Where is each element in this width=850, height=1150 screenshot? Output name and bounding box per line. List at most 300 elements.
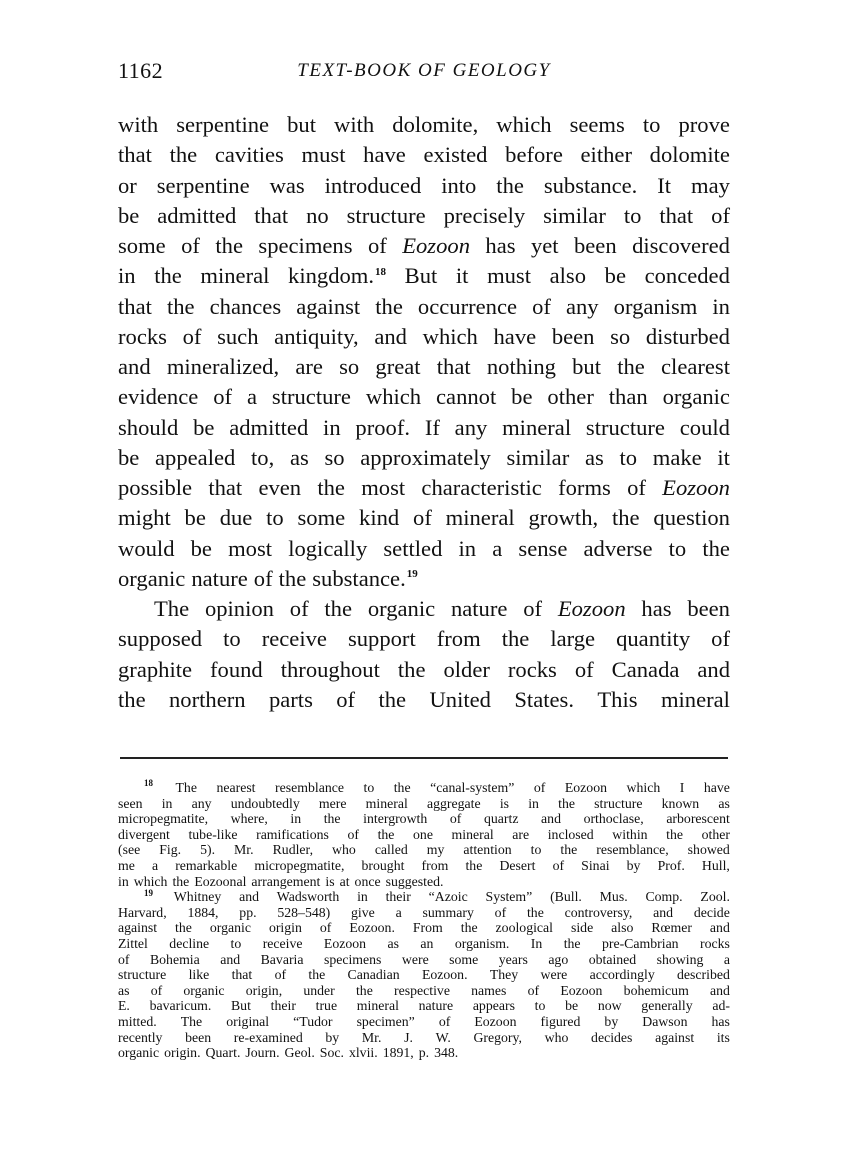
word: like bbox=[188, 967, 210, 983]
word: admitted bbox=[229, 414, 309, 440]
word: It bbox=[657, 172, 672, 198]
word: 528–548) bbox=[277, 904, 331, 920]
word: organism bbox=[613, 293, 698, 319]
body-line bbox=[118, 655, 730, 685]
word: and bbox=[541, 811, 561, 827]
word: antiquity, bbox=[274, 323, 359, 349]
word: of bbox=[627, 475, 646, 500]
word: origin. bbox=[164, 1045, 201, 1061]
word: controversy, bbox=[564, 904, 633, 920]
word: nature bbox=[450, 596, 508, 621]
word: has bbox=[485, 233, 516, 258]
word: “Azoic bbox=[428, 889, 468, 905]
word: cannot bbox=[436, 384, 497, 410]
word: intergrowth bbox=[363, 811, 428, 827]
word: possible bbox=[118, 475, 193, 500]
word: and bbox=[220, 951, 241, 967]
word: Hull, bbox=[701, 857, 730, 873]
word: of bbox=[449, 811, 462, 827]
word: to bbox=[534, 998, 546, 1014]
word: years bbox=[498, 951, 528, 967]
word: nature bbox=[191, 565, 248, 591]
word: arrangement bbox=[251, 873, 321, 889]
word: undoubtedly bbox=[230, 795, 300, 811]
word: aggregate bbox=[427, 795, 481, 811]
word: substance. bbox=[543, 172, 638, 198]
word: my bbox=[426, 842, 445, 858]
word: structure bbox=[346, 202, 426, 228]
word: mineral bbox=[200, 263, 270, 289]
word: which bbox=[626, 780, 661, 795]
word: older bbox=[443, 656, 490, 682]
word: be bbox=[604, 263, 626, 289]
word: Rœmer bbox=[651, 920, 692, 936]
word: in bbox=[161, 795, 173, 811]
word: dolomite bbox=[649, 142, 730, 168]
word: of bbox=[711, 626, 730, 652]
word: of bbox=[336, 686, 356, 712]
word: p. bbox=[418, 1045, 430, 1061]
body-line bbox=[118, 231, 730, 261]
word: arborescent bbox=[666, 811, 730, 827]
body-line bbox=[118, 473, 730, 503]
word: Canadian bbox=[347, 967, 400, 983]
word: also bbox=[549, 263, 587, 289]
word: rocks bbox=[507, 656, 557, 682]
word: most bbox=[228, 535, 273, 561]
word: organic bbox=[183, 982, 225, 998]
word: Zool. bbox=[700, 889, 730, 905]
word: any bbox=[454, 414, 488, 440]
footnote-line bbox=[118, 920, 730, 936]
word: of bbox=[523, 596, 543, 621]
word: approximately bbox=[360, 444, 491, 470]
word: to bbox=[230, 935, 242, 951]
word: Rudler, bbox=[272, 842, 314, 858]
word: so bbox=[324, 444, 345, 470]
body-line bbox=[118, 201, 730, 231]
word: which bbox=[365, 384, 422, 410]
word: Geol. bbox=[284, 1045, 315, 1061]
word: the bbox=[377, 826, 395, 842]
body-line bbox=[118, 594, 730, 624]
word: known bbox=[661, 795, 700, 811]
word: of bbox=[367, 233, 387, 258]
word: even bbox=[258, 475, 302, 500]
word: the bbox=[215, 233, 243, 258]
word: brought bbox=[361, 857, 405, 873]
word: either bbox=[580, 142, 632, 168]
word: mineral bbox=[356, 998, 399, 1014]
word: 1891, bbox=[382, 1045, 414, 1061]
word: in bbox=[528, 795, 539, 811]
word: States. bbox=[514, 686, 574, 712]
word: of bbox=[711, 202, 730, 228]
word: some bbox=[297, 505, 346, 531]
word: generally bbox=[641, 998, 693, 1014]
word: under bbox=[303, 982, 335, 998]
word: mineral bbox=[502, 414, 572, 440]
word: existed bbox=[423, 142, 488, 168]
word: than bbox=[608, 384, 648, 410]
word: nature bbox=[418, 998, 454, 1014]
word: discovered bbox=[632, 233, 730, 258]
book-page bbox=[118, 58, 730, 1061]
word: remarkable bbox=[175, 857, 238, 873]
word: that bbox=[118, 142, 152, 168]
word: figured bbox=[540, 1013, 581, 1029]
word: growth, bbox=[528, 505, 599, 531]
word: organic bbox=[209, 920, 251, 936]
word: was bbox=[269, 172, 305, 198]
word: other bbox=[547, 384, 594, 410]
word: a bbox=[395, 904, 402, 920]
word: Zittel bbox=[118, 935, 148, 951]
word: who bbox=[332, 842, 356, 858]
word: In bbox=[530, 935, 543, 951]
word: attention bbox=[463, 842, 512, 858]
word: be bbox=[565, 998, 579, 1014]
word: and bbox=[709, 920, 730, 936]
word: or bbox=[118, 172, 137, 198]
word: and bbox=[653, 904, 674, 920]
word: that bbox=[118, 293, 152, 319]
word: dolomite, bbox=[392, 112, 479, 137]
word: found bbox=[210, 656, 263, 682]
word: showed bbox=[687, 842, 730, 858]
word: the bbox=[172, 873, 190, 889]
word: have bbox=[363, 142, 406, 168]
word: the bbox=[118, 686, 146, 712]
word: from bbox=[421, 857, 449, 873]
word: mitted. bbox=[118, 1013, 157, 1029]
word: were bbox=[401, 951, 429, 967]
word: the bbox=[526, 904, 544, 920]
body-line bbox=[118, 261, 730, 291]
word: organic bbox=[118, 565, 186, 591]
word: Gregory, bbox=[473, 1029, 522, 1045]
word: question bbox=[653, 505, 730, 531]
word: against bbox=[118, 920, 158, 936]
word: in bbox=[118, 263, 136, 289]
word: in bbox=[118, 873, 129, 889]
word: the bbox=[324, 596, 353, 621]
word: are bbox=[512, 826, 530, 842]
word: kingdom.$^{18}$ bbox=[288, 263, 387, 289]
word: to bbox=[266, 505, 284, 531]
word: clearest bbox=[661, 354, 730, 379]
word: structure bbox=[271, 384, 351, 410]
word: precisely bbox=[443, 202, 526, 228]
word: mineralized, bbox=[166, 354, 280, 379]
word: recently bbox=[118, 1029, 163, 1045]
word: Dawson bbox=[642, 1013, 688, 1029]
word: characteristic bbox=[421, 475, 542, 500]
word bbox=[144, 780, 156, 796]
word: the bbox=[558, 795, 575, 811]
word: been bbox=[185, 1029, 212, 1045]
word: quartz bbox=[483, 811, 519, 827]
word: to, bbox=[251, 444, 275, 470]
word: of bbox=[118, 951, 130, 967]
word: suggested. bbox=[385, 873, 444, 889]
word: quantity bbox=[616, 626, 691, 652]
word: side bbox=[570, 920, 594, 936]
word: cavities bbox=[214, 142, 284, 168]
body-line bbox=[118, 443, 730, 473]
word: support bbox=[347, 626, 416, 652]
word: to bbox=[642, 112, 661, 137]
word: Fig. bbox=[159, 842, 182, 858]
word: might bbox=[118, 505, 171, 531]
word: the bbox=[154, 263, 182, 289]
page-number: 1162 bbox=[118, 58, 164, 83]
word: The bbox=[175, 780, 197, 795]
footnote-line bbox=[118, 811, 730, 827]
word: northern bbox=[169, 686, 246, 712]
word: and bbox=[697, 656, 730, 682]
word: 1884, bbox=[187, 904, 219, 920]
footnote-line bbox=[118, 874, 730, 890]
word: “canal-system” bbox=[430, 780, 515, 795]
word: bavaricum. bbox=[149, 998, 212, 1014]
word: to bbox=[619, 444, 638, 470]
word: the bbox=[465, 857, 483, 873]
word: specimen” bbox=[356, 1013, 415, 1029]
word: their bbox=[270, 998, 296, 1014]
word: micropegmatite, bbox=[118, 811, 209, 827]
word: the bbox=[501, 626, 530, 652]
word: ago bbox=[548, 951, 569, 967]
word: obtained bbox=[588, 951, 637, 967]
word: the bbox=[496, 172, 524, 198]
word: Eozoon bbox=[662, 475, 730, 500]
word: in bbox=[323, 414, 341, 440]
word: pre-Cambrian bbox=[601, 935, 679, 951]
word: Wadsworth bbox=[276, 889, 340, 905]
word: been bbox=[551, 323, 595, 349]
word: with bbox=[118, 112, 159, 137]
word: seen bbox=[118, 795, 143, 811]
word: logically bbox=[288, 535, 368, 561]
word: receive bbox=[262, 935, 303, 951]
word: which bbox=[133, 873, 168, 889]
footnote-line bbox=[118, 1014, 730, 1030]
word: the bbox=[378, 686, 407, 712]
word: adverse bbox=[583, 535, 653, 561]
word: that bbox=[208, 475, 243, 500]
word: Canada bbox=[611, 656, 680, 682]
body-line bbox=[118, 382, 730, 412]
word: of bbox=[213, 384, 233, 410]
word: resemblance bbox=[275, 780, 344, 795]
word: similar bbox=[506, 444, 570, 470]
word: mineral bbox=[660, 686, 730, 712]
word: which bbox=[496, 112, 552, 137]
word: System” bbox=[485, 889, 533, 905]
word: but bbox=[287, 112, 316, 137]
word: of bbox=[533, 780, 546, 795]
word: in bbox=[712, 293, 730, 319]
footnote-line bbox=[118, 905, 730, 921]
word: mineral bbox=[445, 505, 515, 531]
word: due bbox=[219, 505, 253, 531]
word: of bbox=[552, 857, 565, 873]
word: specimens bbox=[258, 233, 353, 258]
footnote-line bbox=[118, 952, 730, 968]
word: by bbox=[626, 857, 641, 873]
word: But bbox=[404, 263, 438, 289]
word: no bbox=[306, 202, 329, 228]
word: could bbox=[679, 414, 730, 440]
word: who bbox=[544, 1029, 569, 1045]
word: micropegmatite, bbox=[254, 857, 345, 873]
word: the bbox=[355, 982, 373, 998]
word: now bbox=[597, 998, 622, 1014]
word: nothing bbox=[486, 354, 556, 379]
word: The bbox=[180, 1013, 203, 1029]
body-line bbox=[118, 292, 730, 322]
word: of bbox=[319, 920, 332, 936]
word: zoological bbox=[495, 920, 554, 936]
word: settled bbox=[383, 535, 443, 561]
word: occurrence bbox=[417, 293, 518, 319]
word: an bbox=[420, 935, 434, 951]
footnote-line bbox=[118, 780, 730, 796]
footnote-line bbox=[118, 796, 730, 812]
footnote-line bbox=[118, 889, 730, 905]
word: This bbox=[597, 686, 638, 712]
word: organic bbox=[118, 1045, 160, 1061]
word: so bbox=[610, 323, 631, 349]
word: Journ. bbox=[245, 1045, 280, 1061]
word: a bbox=[151, 857, 159, 873]
word: The bbox=[154, 596, 190, 621]
word: the bbox=[460, 920, 478, 936]
word: which bbox=[422, 323, 478, 349]
word: proof. bbox=[355, 414, 411, 440]
word: pp. bbox=[239, 904, 257, 920]
word: within bbox=[612, 826, 648, 842]
word: summary bbox=[422, 904, 474, 920]
word: If bbox=[424, 414, 440, 440]
word: From bbox=[412, 920, 443, 936]
word: once bbox=[354, 873, 381, 889]
word: of bbox=[574, 656, 594, 682]
word: divergent bbox=[118, 826, 170, 842]
word: the bbox=[375, 293, 403, 319]
word: disturbed bbox=[645, 323, 730, 349]
word: accordingly bbox=[589, 967, 655, 983]
word: resemblance, bbox=[596, 842, 669, 858]
word: the bbox=[308, 967, 326, 983]
word: Eozoon bbox=[557, 596, 626, 621]
word: before bbox=[505, 142, 563, 168]
word: inclosed bbox=[547, 826, 594, 842]
word: organic bbox=[662, 384, 730, 410]
word: appears bbox=[472, 998, 515, 1014]
footnote-marker: 18 bbox=[144, 778, 153, 789]
body-line bbox=[118, 110, 730, 140]
word: been bbox=[687, 596, 730, 621]
word: its bbox=[716, 1029, 730, 1045]
word: yet bbox=[530, 233, 559, 258]
word: to bbox=[623, 202, 642, 228]
footnote-divider bbox=[120, 757, 728, 759]
word: “Tudor bbox=[293, 1013, 333, 1029]
word bbox=[144, 889, 156, 905]
word: most bbox=[361, 475, 406, 500]
word: a bbox=[723, 951, 730, 967]
footnote-line bbox=[118, 1030, 730, 1046]
word: be bbox=[190, 535, 212, 561]
word: into bbox=[441, 172, 477, 198]
word: of bbox=[347, 826, 359, 842]
word: and bbox=[374, 323, 407, 349]
word: supposed bbox=[118, 626, 203, 652]
word: by bbox=[604, 1013, 619, 1029]
footnote-line bbox=[118, 842, 730, 858]
word: is bbox=[499, 795, 510, 811]
word: specimens bbox=[323, 951, 382, 967]
word: and bbox=[710, 982, 730, 998]
word: the bbox=[666, 826, 684, 842]
word: respective bbox=[394, 982, 450, 998]
word: structure bbox=[594, 795, 643, 811]
word: similar bbox=[543, 202, 606, 228]
body-line bbox=[118, 503, 730, 533]
word: Soc. bbox=[319, 1045, 344, 1061]
word: against bbox=[296, 293, 361, 319]
word: ad- bbox=[712, 998, 730, 1014]
word: that bbox=[231, 967, 253, 983]
word: as bbox=[387, 935, 399, 951]
body-text bbox=[118, 110, 730, 715]
word: forms bbox=[558, 475, 611, 500]
word: as bbox=[584, 444, 604, 470]
word: to bbox=[530, 842, 542, 858]
word: tube-like bbox=[188, 826, 238, 842]
word: receive bbox=[261, 626, 327, 652]
footnote-line bbox=[118, 1045, 730, 1061]
word: great bbox=[375, 354, 421, 379]
body-line bbox=[118, 352, 730, 382]
word: their bbox=[385, 889, 411, 905]
footnote-line bbox=[118, 998, 730, 1014]
word: re-examined bbox=[233, 1029, 303, 1045]
word: the bbox=[397, 656, 426, 682]
word: be bbox=[511, 384, 533, 410]
word: be bbox=[193, 414, 215, 440]
word: in bbox=[357, 889, 368, 905]
body-line bbox=[118, 564, 730, 594]
word: as bbox=[718, 795, 730, 811]
word: of bbox=[438, 1013, 451, 1029]
word: substance.$^{19}$ bbox=[312, 565, 418, 591]
word: of bbox=[289, 596, 309, 621]
word: from bbox=[436, 626, 481, 652]
word: decides bbox=[591, 1029, 633, 1045]
word: the bbox=[560, 842, 578, 858]
word: and bbox=[118, 354, 151, 379]
word: also bbox=[611, 920, 634, 936]
word: where, bbox=[230, 811, 268, 827]
word: be bbox=[184, 505, 206, 531]
word: Eozoon bbox=[474, 1013, 517, 1029]
word: has bbox=[711, 1013, 730, 1029]
word: in bbox=[458, 535, 477, 561]
word: that bbox=[436, 354, 471, 379]
